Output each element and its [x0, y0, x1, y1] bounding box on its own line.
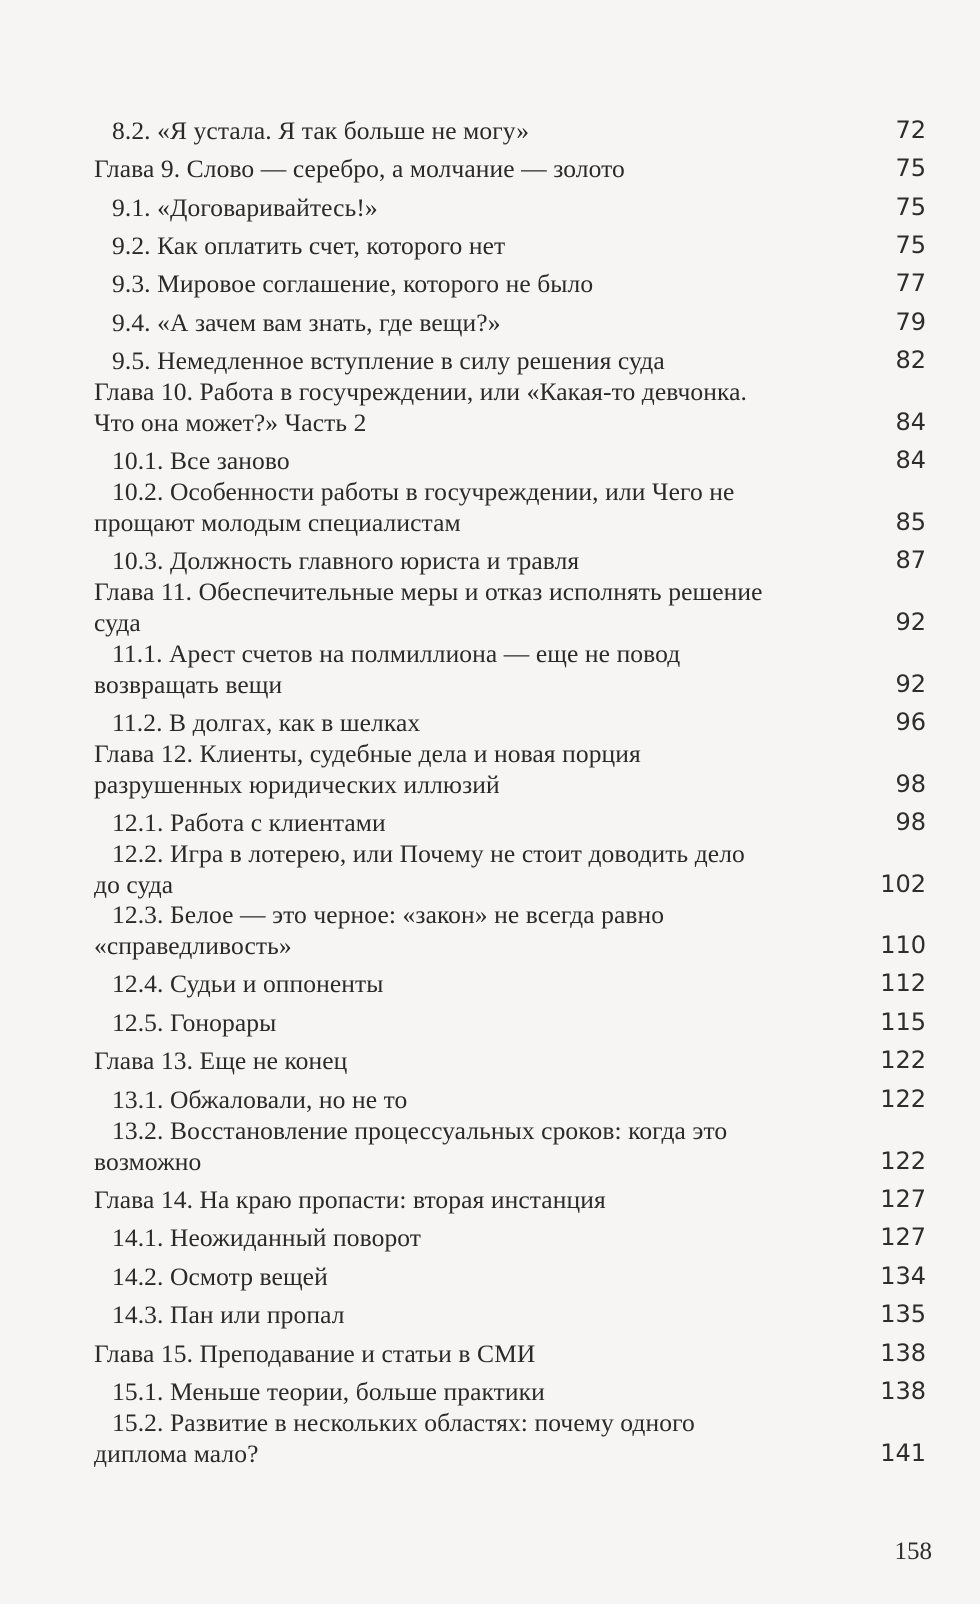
toc-entry-page-number: 127	[880, 1185, 926, 1213]
toc-entry-title	[94, 1407, 695, 1469]
toc-entry-title-line: 12.1. Работа с клиентами	[112, 808, 386, 837]
toc-entry-page-number: 75	[895, 154, 926, 182]
toc-entry-title-line: прощают молодым специалистам	[94, 508, 461, 537]
toc-entry-title-line: 10.3. Должность главного юриста и травля	[112, 546, 580, 575]
toc-entry-title	[112, 1376, 545, 1407]
toc-entry-page-number: 84	[895, 408, 926, 436]
toc-entry-title-line: до суда	[94, 870, 174, 899]
toc-entry-page-number: 98	[895, 808, 926, 836]
toc-entry-page-number: 84	[895, 446, 926, 474]
toc-entry-title-line: 12.5. Гонорары	[112, 1008, 277, 1037]
toc-entry-title	[112, 545, 579, 576]
toc-entry-title-line: разрушенных юридических иллюзий	[94, 770, 500, 799]
toc-entry-title	[94, 1184, 606, 1215]
toc-entry-page-number: 98	[895, 770, 926, 798]
toc-entry-page-number: 79	[895, 308, 926, 336]
toc-entry-page-number: 115	[880, 1008, 926, 1036]
toc-entry-title	[94, 1338, 535, 1369]
toc-entry-title-line: 14.3. Пан или пропал	[112, 1300, 345, 1329]
toc-entry-title-line: 8.2. «Я устала. Я так больше не могу»	[112, 116, 530, 145]
toc-entry-page-number: 82	[895, 346, 926, 374]
toc-entry-title	[112, 307, 501, 338]
toc-entry-title	[112, 1007, 276, 1038]
toc-entry-title-line: «справедливость»	[94, 931, 292, 960]
page-number: 158	[894, 1538, 932, 1565]
toc-entry-title	[94, 899, 665, 961]
toc-entry-title-line: 15.2. Развитие в нескольких областях: почему одного	[112, 1408, 695, 1437]
toc-entry-title	[112, 230, 505, 261]
toc-entry-page-number: 75	[895, 231, 926, 259]
toc-entry-title-line: Глава 10. Работа в госучреждении, или «Какая-то девчонка.	[94, 377, 747, 406]
toc-entry-page-number: 87	[895, 546, 926, 574]
toc-entry-title-line: суда	[94, 608, 141, 637]
toc-entry-page-number: 72	[895, 116, 926, 144]
toc-entry-title-line: возможно	[94, 1147, 202, 1176]
toc-entry-title	[112, 445, 290, 476]
toc-entry-title	[94, 638, 681, 700]
toc-entry-title-line: 15.1. Меньше теории, больше практики	[112, 1377, 545, 1406]
toc-entry-title-line: Глава 12. Клиенты, судебные дела и новая порция	[94, 739, 641, 768]
toc-entry-page-number: 92	[895, 670, 926, 698]
toc-entry-title-line: 11.1. Арест счетов на полмиллиона — еще не повод	[112, 639, 681, 668]
toc-entry-title-line: 9.5. Немедленное вступление в силу решения суда	[112, 346, 665, 375]
toc-entry-title-line: 13.1. Обжаловали, но не то	[112, 1085, 408, 1114]
toc-entry-page-number: 92	[895, 608, 926, 636]
toc-entry-page-number: 138	[880, 1339, 926, 1367]
toc-entry-title	[94, 1045, 347, 1076]
toc-entry-page-number: 122	[880, 1085, 926, 1113]
toc-entry-title	[94, 576, 763, 638]
toc-entry-title-line: 9.3. Мировое соглашение, которого не было	[112, 269, 594, 298]
toc-entry-title-line: 13.2. Восстановление процессуальных сроков: когда это	[112, 1116, 728, 1145]
toc-entry-title	[112, 268, 593, 299]
toc-entry-title	[94, 476, 735, 538]
toc-entry-title-line: 9.2. Как оплатить счет, которого нет	[112, 231, 506, 260]
toc-entry-page-number: 122	[880, 1147, 926, 1175]
toc-entry-title-line: 12.2. Игра в лотерею, или Почему не стоит доводить дело	[112, 839, 745, 868]
toc-entry-title	[112, 115, 529, 146]
toc-entry-title	[112, 192, 378, 223]
toc-entry-title-line: 10.1. Все заново	[112, 446, 290, 475]
toc-entry-title	[112, 1084, 407, 1115]
toc-entry-page-number: 85	[895, 508, 926, 536]
toc-entry-page-number: 122	[880, 1046, 926, 1074]
toc-entry-title-line: 14.2. Осмотр вещей	[112, 1262, 328, 1291]
toc-entry-title-line: Глава 13. Еще не конец	[94, 1046, 348, 1075]
toc-entry-title	[112, 1299, 345, 1330]
toc-entry-title-line: 12.4. Судьи и оппоненты	[112, 969, 384, 998]
toc-entry-page-number: 75	[895, 193, 926, 221]
toc-entry-title	[112, 1222, 421, 1253]
toc-entry-title-line: Глава 11. Обеспечительные меры и отказ исполнять решение	[94, 577, 763, 606]
toc-entry-title	[112, 1261, 328, 1292]
toc-entry-title-line: Что она может?» Часть 2	[94, 408, 367, 437]
toc-entry-title-line: 9.1. «Договаривайтесь!»	[112, 193, 378, 222]
toc-entry-title-line: Глава 9. Слово — серебро, а молчание — золото	[94, 154, 625, 183]
toc-entry-page-number: 138	[880, 1377, 926, 1405]
toc-entry-title	[94, 153, 625, 184]
toc-entry-title	[94, 738, 641, 800]
toc-entry-title	[94, 1115, 728, 1177]
toc-entry-page-number: 112	[880, 969, 926, 997]
toc-entry-title-line: диплома мало?	[94, 1439, 259, 1468]
toc-entry-title-line: 10.2. Особенности работы в госучреждении, или Чего не	[112, 477, 735, 506]
toc-entry-title	[94, 838, 745, 900]
toc-entry-page-number: 141	[880, 1439, 926, 1467]
toc-entry-title-line: 12.3. Белое — это черное: «закон» не всегда равно	[112, 900, 665, 929]
toc-entry-title-line: 14.1. Неожиданный поворот	[112, 1223, 422, 1252]
toc-entry-title-line: 9.4. «А зачем вам знать, где вещи?»	[112, 308, 501, 337]
toc-entry-page-number: 96	[895, 708, 926, 736]
toc-entry-title	[112, 345, 665, 376]
toc-entry-page-number: 102	[880, 870, 926, 898]
toc-entry-title	[112, 968, 384, 999]
toc-entry-title	[112, 807, 386, 838]
toc-entry-page-number: 77	[895, 269, 926, 297]
toc-entry-title-line: возвращать вещи	[94, 670, 283, 699]
toc-entry-title	[94, 376, 747, 438]
toc-entry-title-line: Глава 14. На краю пропасти: вторая инстанция	[94, 1185, 606, 1214]
toc-entry-page-number: 134	[880, 1262, 926, 1290]
toc-entry-title	[112, 707, 420, 738]
toc-entry-page-number: 127	[880, 1223, 926, 1251]
toc-entry-title-line: 11.2. В долгах, как в шелках	[112, 708, 421, 737]
toc-entry-title-line: Глава 15. Преподавание и статьи в СМИ	[94, 1339, 536, 1368]
toc-entry-page-number: 110	[880, 931, 926, 959]
toc-entry-page-number: 135	[880, 1300, 926, 1328]
